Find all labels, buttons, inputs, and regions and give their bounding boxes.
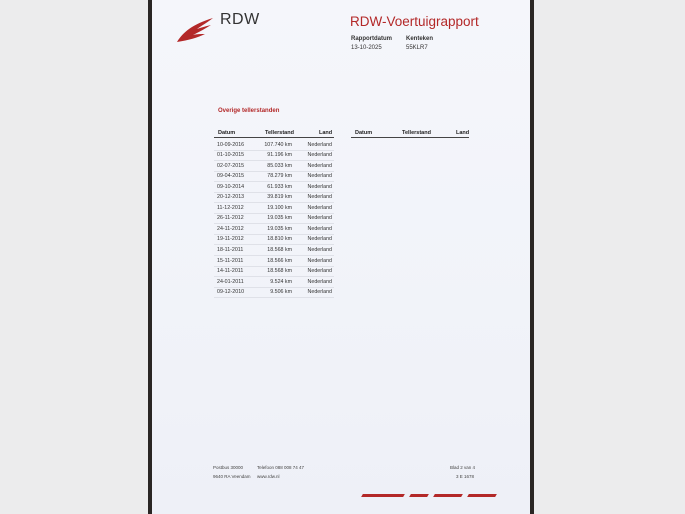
header-tellerstand: Tellerstand <box>265 130 294 136</box>
table-row <box>214 245 334 256</box>
cell-tellerstand: 107.740 km <box>264 141 292 148</box>
table-row <box>214 172 334 183</box>
cell-datum: 11-12-2012 <box>217 204 244 211</box>
table-row <box>214 214 334 225</box>
cell-datum: 20-12-2013 <box>217 194 245 201</box>
cell-datum: 09-12-2010 <box>217 289 245 296</box>
cell-land: Nederland <box>307 289 332 296</box>
kenteken-value: 55KLR7 <box>406 45 428 51</box>
table-row <box>214 203 334 214</box>
cell-tellerstand: 18.568 km <box>267 268 292 275</box>
table-row <box>214 267 334 278</box>
kenteken-label: Kenteken <box>406 36 434 42</box>
cell-land: Nederland <box>307 215 332 222</box>
cell-land: Nederland <box>307 152 332 159</box>
decorative-stripe <box>433 494 463 497</box>
cell-datum: 09-10-2014 <box>217 183 245 190</box>
cell-land: Nederland <box>307 173 332 180</box>
cell-tellerstand: 61.933 km <box>267 183 292 190</box>
cell-datum: 26-11-2012 <box>217 215 244 222</box>
cell-datum: 18-11-2011 <box>217 246 244 253</box>
decorative-stripe <box>361 494 405 497</box>
cell-datum: 01-10-2015 <box>217 152 245 159</box>
cell-datum: 09-04-2015 <box>217 173 245 180</box>
footer-page-number: Blad 2 van 4 <box>450 465 476 470</box>
rapportdatum-value: 13-10-2025 <box>351 45 382 51</box>
rapportdatum-label: Rapportdatum <box>351 36 392 42</box>
kenteken-block <box>406 35 433 53</box>
cell-tellerstand: 91.196 km <box>267 152 292 159</box>
table-row <box>214 224 334 235</box>
cell-land: Nederland <box>307 225 332 232</box>
table-row <box>214 288 334 299</box>
header-land: Land <box>319 130 333 136</box>
cell-tellerstand: 78.279 km <box>267 173 292 180</box>
cell-tellerstand: 39.819 km <box>267 194 292 201</box>
cell-tellerstand: 9.506 km <box>270 289 292 296</box>
table-row <box>214 140 334 151</box>
cell-land: Nederland <box>307 141 332 148</box>
cell-land: Nederland <box>307 246 332 253</box>
cell-tellerstand: 18.568 km <box>267 246 292 253</box>
background-left <box>0 0 150 514</box>
footer-postbus: Postbus 30000 <box>213 465 244 470</box>
cell-tellerstand: 19.035 km <box>267 215 292 222</box>
cell-land: Nederland <box>307 268 332 275</box>
report-title: RDW-Voertuigrapport <box>350 14 479 29</box>
header-rule-right <box>351 137 469 138</box>
header-land-right: Land <box>456 130 470 136</box>
header-tellerstand-right: Tellerstand <box>402 130 431 136</box>
document-page <box>152 0 530 514</box>
cell-land: Nederland <box>307 183 332 190</box>
table-row <box>214 151 334 162</box>
cell-datum: 24-01-2011 <box>217 278 244 285</box>
header-datum-right: Datum <box>355 130 373 136</box>
background-right <box>533 0 685 514</box>
rapportdatum-block <box>351 35 392 53</box>
table-row <box>214 193 334 204</box>
table-row <box>214 277 334 288</box>
footer-telefoon: Telefoon 088 008 74 47 <box>257 465 305 470</box>
paper-shadow-right <box>530 0 534 514</box>
header-datum: Datum <box>218 130 236 136</box>
cell-tellerstand: 19.035 km <box>267 225 292 232</box>
cell-land: Nederland <box>307 257 332 264</box>
cell-tellerstand: 18.810 km <box>267 236 292 243</box>
table-row <box>214 235 334 246</box>
cell-land: Nederland <box>307 162 332 169</box>
footer-website: www.rdw.nl <box>257 474 280 479</box>
footer-code: 3 E 1678 <box>456 474 475 479</box>
cell-datum: 19-11-2012 <box>217 236 244 243</box>
cell-tellerstand: 18.566 km <box>267 257 292 264</box>
rdw-wing-logo-icon <box>175 16 215 44</box>
cell-tellerstand: 85.033 km <box>267 162 292 169</box>
section-title: Overige tellerstanden <box>218 108 280 114</box>
header-rule-left <box>214 137 334 138</box>
table-row <box>214 256 334 267</box>
cell-tellerstand: 9.524 km <box>270 278 292 285</box>
cell-land: Nederland <box>307 204 332 211</box>
cell-land: Nederland <box>307 236 332 243</box>
cell-datum: 14-11-2011 <box>217 268 244 275</box>
cell-datum: 15-11-2011 <box>217 257 244 264</box>
table-row <box>214 182 334 193</box>
cell-datum: 10-09-2016 <box>217 141 245 148</box>
cell-land: Nederland <box>307 194 332 201</box>
decorative-stripe <box>409 494 429 497</box>
cell-datum: 02-07-2015 <box>217 162 245 169</box>
cell-land: Nederland <box>307 278 332 285</box>
decorative-stripe <box>467 494 497 497</box>
logo-text: RDW <box>220 11 260 28</box>
table-row <box>214 161 334 172</box>
cell-tellerstand: 19.100 km <box>267 204 292 211</box>
cell-datum: 24-11-2012 <box>217 225 244 232</box>
odometer-table <box>214 140 334 298</box>
footer-city: 9640 RA Veendam <box>213 474 251 479</box>
